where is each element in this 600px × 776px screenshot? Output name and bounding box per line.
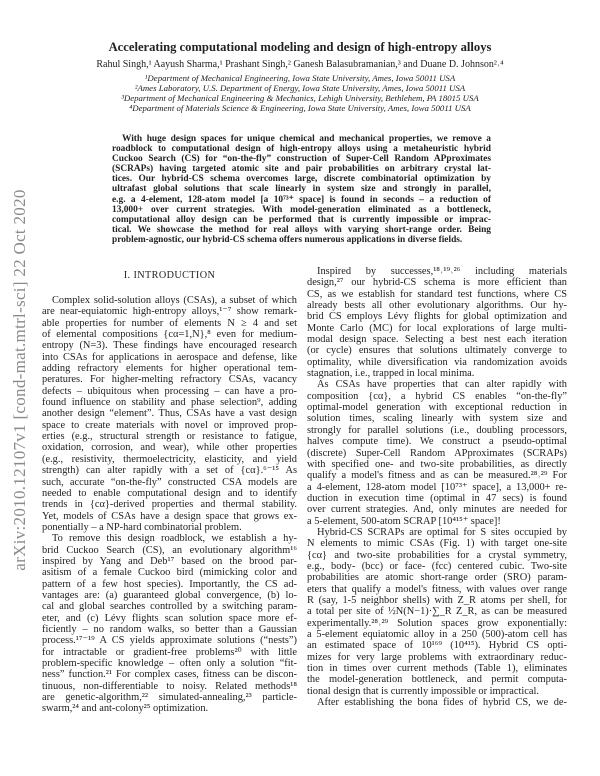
- text-line: strength) can alter rapidly with a set of {cα}.⁶⁻¹⁵ As: [42, 465, 297, 477]
- text-line: inspired by Yang and Deb¹⁷ based on the brood par-: [42, 555, 297, 567]
- text-line: oxidation, corrosion, and wear), while other properties: [42, 442, 297, 454]
- text-line: defects – ubiquitous when processing – can have a pro-: [42, 385, 297, 397]
- affiliation: ⁴Department of Materials Science & Engineering, Iowa State University, Ames, Iowa 50011 USA: [129, 103, 471, 113]
- text-line: probabilities are atomic short-range order (SRO) param-: [307, 572, 567, 584]
- text-line: over current strategies. And, only minutes are needed for: [307, 504, 567, 516]
- text-line: experimentally.²⁸˒²⁹ Solution spaces grow exponentially:: [307, 617, 567, 629]
- text-line: asitism of a female Cuckoo bird (mimicking color and: [42, 567, 297, 579]
- text-line: a 5-element, 500-atom SCRAP [10⁴¹⁵⁺ space]!: [307, 515, 501, 527]
- text-line: optimal-model generation with exceptional reduction in: [307, 402, 567, 414]
- text-line: a 4-element, 128-atom model [10⁷³⁺ space], a 13,000+ re-: [307, 481, 567, 493]
- paragraph: [42, 533, 297, 715]
- affiliation: ¹Department of Mechanical Engineering, Iowa State University, Ames, Iowa 50011 USA: [144, 73, 456, 83]
- text-line: With huge design spaces for unique chemical and mechanical properties, we remove a: [122, 134, 491, 144]
- text-line: Monte Carlo (MC) for local explorations of large multi-: [307, 322, 567, 334]
- left-column-body: [42, 295, 297, 715]
- text-line: vantages are: (a) guaranteed global convergence, (b) lo-: [42, 589, 297, 601]
- text-line: peratures. For higher-melting refractory CSAs, vacancy: [42, 374, 297, 386]
- paragraph: [307, 527, 567, 697]
- text-line: duction in execution time (optimal in 47 secs) is found: [307, 492, 567, 504]
- text-line: brid Cuckoo Search (CS), an evolutionary algorithm¹⁶: [42, 544, 297, 556]
- text-line: halves compute time). We construct a pseudo-optimal: [307, 436, 567, 448]
- affiliation: ³Department of Mechanical Engineering & Mechanics, Lehigh University, Bethlehem, PA 18015 USA: [121, 93, 479, 103]
- text-line: ness” function.²¹ For complex cases, fitness can be discon-: [42, 669, 297, 681]
- text-line: As CSAs have properties that can alter rapidly with: [317, 379, 567, 391]
- text-line: are genetic-algorithm,²² simulated-annealing,²³ particle-: [42, 692, 297, 704]
- text-line: problem-agnostic, our hybrid-CS schema offers numerous applications in diverse fields.: [112, 234, 463, 245]
- text-line: a total per site of ½N(N−1)·∑_R Z_R, as can be measured: [307, 606, 567, 618]
- text-line: trends in {cα}-derived properties and thermal stability.: [42, 499, 297, 511]
- text-line: Complex solid-solution alloys (CSAs), a subset of which: [52, 295, 297, 306]
- text-line: e.g. a 4-element, 128-atom model [a 10⁷³⁺ space] is found in seconds – a reduction of: [112, 194, 491, 205]
- text-line: e.g., body- (bcc) or face- (fcc) centered cubic. Two-site: [307, 560, 567, 572]
- text-line: the model-generation bottleneck, and permit computa-: [307, 674, 567, 686]
- text-line: N elements to mimic CSAs (Fig. 1) with target one-site: [307, 538, 567, 550]
- text-line: ficiently – no random walks, so better than a Gaussian: [42, 623, 297, 635]
- text-line: already bests all other evolutionary algorithms. Our hy-: [307, 300, 567, 312]
- text-line: an estimated space of 10¹⁶⁹ (10⁴¹⁵). Hybrid CS opti-: [307, 640, 567, 652]
- paragraph: [307, 379, 567, 526]
- affiliation: ²Ames Laboratory, U.S. Department of Energy, Iowa State University, Ames, Iowa 50011 USA: [134, 83, 466, 93]
- text-line: into CSAs for applications in aerospace and defense, like: [42, 351, 297, 363]
- text-line: R (say, 1-5 neighbor shells) with Z_R atoms per shell, for: [307, 594, 567, 606]
- text-line: design,²⁷ our hybrid-CS schema is more efficient than: [307, 277, 567, 289]
- text-line: solution times, scaling linearly with system size and: [307, 413, 567, 425]
- text-line: CS, as we establish for standard test functions, where CS: [307, 288, 567, 300]
- text-line: roadblock to computational design of high-entropy alloys using a metaheuristic hybrid: [112, 144, 491, 155]
- text-line: {cα} and two-site probabilities for a crystal symmetry,: [307, 549, 567, 561]
- text-line: cal and global searches controlled by a switching param-: [42, 601, 297, 613]
- text-line: tional design that is currently impossible or impractical.: [307, 685, 540, 697]
- text-line: (discrete) Super-Cell Random APproximates (SCRAPs): [307, 447, 567, 459]
- text-line: adding refractory elements for higher operational tem-: [42, 363, 297, 375]
- text-line: pattern of a few host species). Importantly, the CS ad-: [42, 578, 297, 590]
- author-list: Rahul Singh,¹ Aayush Sharma,¹ Prashant Singh,² Ganesh Balasubramanian,³ and Duane D. Johnson²˒⁴: [96, 59, 504, 70]
- text-line: brid CS employs Lévy flights for global optimization and: [307, 311, 567, 323]
- text-line: swarm,²⁴ and ant-colony²⁵ optimization.: [42, 703, 209, 715]
- text-line: eters that qualify a model's fitness, with values over range: [307, 583, 567, 595]
- text-line: stagnation, i.e., trapped in local minima.: [307, 368, 475, 380]
- text-line: (SCRAPs) having targeted atomic site and pair probabilities on arbitrary crystal lat-: [112, 164, 491, 175]
- text-line: of elemental compositions {cα=1,N},⁸ even for medium-: [42, 329, 297, 341]
- text-line: strongly for parallel solutions (i.e., doubling processors,: [307, 424, 567, 436]
- text-line: tinuous, non-differentiable to noisy. Related methods¹⁸: [42, 680, 297, 692]
- arxiv-identifier-stamp: arXiv:2010.12107v1 [cond-mat.mtrl-sci] 22 Oct 2020: [10, 189, 29, 571]
- text-line: eter, and (c) Lévy flights scan solution space more ef-: [42, 612, 297, 624]
- text-line: ultrafast global solutions that scale linearly in system size and strongly in parallel,: [112, 184, 491, 195]
- text-line: tical. We showcase the method for real alloys with varying short-range order. Being: [112, 224, 491, 235]
- text-line: Hybrid-CS SCRAPs are optimal for S sites occupied by: [317, 526, 567, 538]
- text-line: (or cycle) ensures that solutions ultimately converge to: [307, 345, 567, 357]
- text-line: qualify a model's fitness and as can be measured.²⁸˒²⁹ For: [307, 470, 567, 482]
- text-line: modal design space. Selecting a best nest each iteration: [307, 334, 567, 346]
- text-line: space to create materials with novel or improved prop-: [42, 419, 297, 431]
- text-line: entropy (N=3). These findings have encouraged research: [42, 340, 297, 352]
- paragraph: [112, 134, 491, 245]
- text-line: ponentially – a NP-hard combinatorial problem.: [42, 521, 242, 533]
- text-line: erties (e.g., structural strength or resistance to fatigue,: [42, 431, 297, 443]
- text-line: (e.g., resistivity, thermoelectricity, elasticity, and yield: [42, 453, 297, 465]
- text-line: such, accurate “on-the-fly” constructed CSA models are: [42, 476, 297, 488]
- text-line: To remove this design roadblock, we establish a hy-: [52, 533, 297, 545]
- right-column-body: [307, 266, 567, 708]
- text-line: mizes for very large problems with extraordinary reduc-: [307, 651, 567, 663]
- text-line: Cuckoo Search (CS) for “on-the-fly” construction of Super-Cell Random APproximates: [112, 154, 491, 165]
- text-line: computational alloy design can be performed that is currently impossible or imprac-: [112, 214, 491, 225]
- text-line: are near-equiatomic high-entropy alloys,¹⁻⁷ show remark-: [42, 306, 297, 318]
- text-line: Yet, models of CSAs have a design space that grows ex-: [42, 510, 297, 522]
- paper-title: Accelerating computational modeling and design of high-entropy alloys: [108, 40, 492, 54]
- text-line: 13,000+ over current strategies. With model-generation eliminated as a bottleneck,: [112, 204, 491, 215]
- text-line: needed to enable computational design and to identify: [42, 487, 297, 499]
- text-line: found influence on stability and phase selection⁹, adding: [42, 397, 297, 409]
- section-heading-introduction: I. INTRODUCTION: [123, 270, 216, 281]
- text-line: tices. Our hybrid-CS schema overcomes large, discrete combinatorial optimization by: [112, 174, 491, 185]
- text-line: After establishing the bona fides of hybrid CS, we de-: [317, 697, 567, 709]
- text-line: for intractable or gradient-free problems²⁰ with little: [42, 646, 297, 658]
- paragraph: [307, 697, 567, 708]
- text-line: process.¹⁷⁻¹⁹ A CS yields approximate solutions (“nests”): [42, 635, 297, 647]
- text-line: another design “element”. Thus, CSAs have a vast design: [42, 408, 297, 420]
- paragraph: [42, 295, 297, 533]
- text-line: Inspired by successes,¹⁸˒¹⁹˒²⁶ including materials: [317, 266, 567, 277]
- text-line: tion in times over current methods (Table 1), eliminates: [307, 663, 567, 675]
- abstract: [112, 134, 491, 245]
- text-line: problem-specific knowledge – often only a solution “fit-: [42, 658, 297, 669]
- text-line: composition {cα}, a hybrid CS enables “on-the-fly”: [307, 390, 567, 402]
- text-line: able properties for number of elements N ≥ 4 and set: [42, 317, 297, 329]
- text-line: with specified one- and two-site probabilities, as directly: [307, 458, 567, 470]
- paragraph: [307, 266, 567, 379]
- text-line: a 5-element equiatomic alloy in a 250 (500)-atom cell has: [307, 629, 567, 640]
- text-line: optimality, while diversification via randomization avoids: [307, 356, 567, 368]
